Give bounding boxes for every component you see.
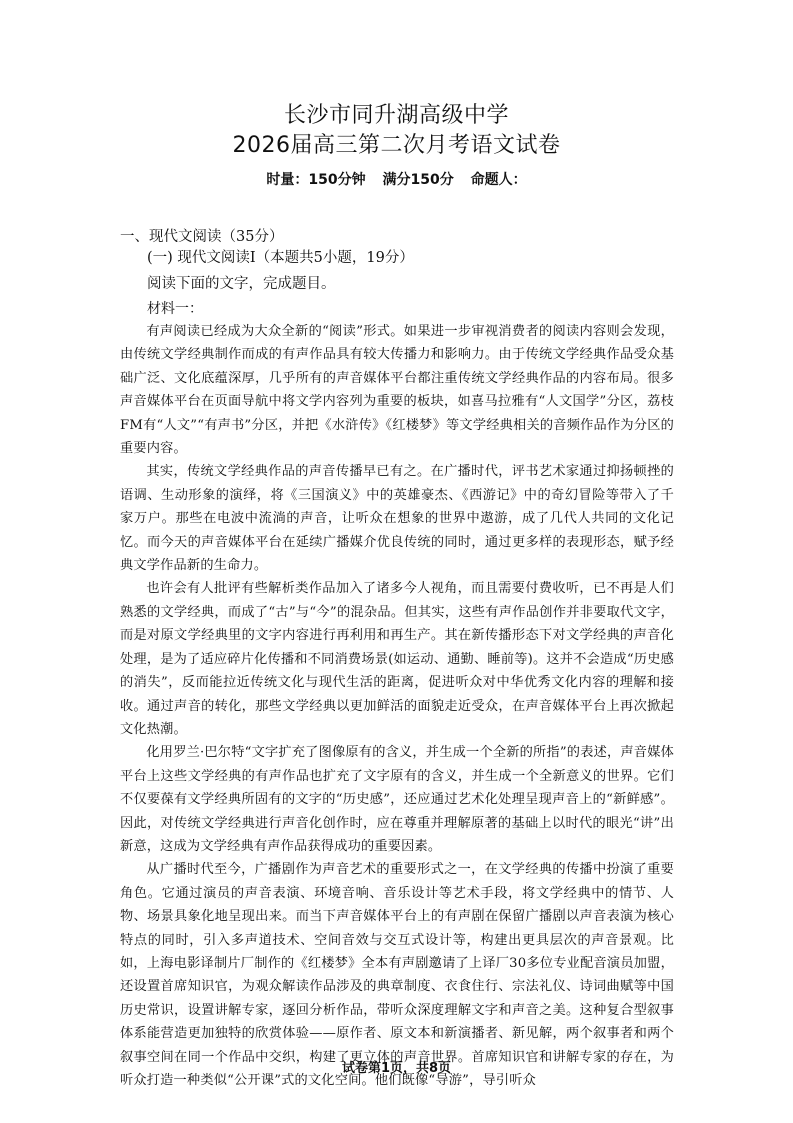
paragraph: 其实，传统文学经典作品的声音传播早已有之。在广播时代，评书艺术家通过抑扬顿挫的语调、生动形象的演绎，将《三国演义》中的英雄豪杰、《西游记》中的奇幻冒险等带入了千家万户。那些在电波中流淌的声音，让听众在想象的世界中遨游，成了几代人共同的文化记忆。而今天的声音媒体平台在延续广播媒介优良传统的同时，通过更多样的表现形态，赋予经典文学作品新的生命力。 <box>120 464 674 574</box>
setter: 命题人： <box>470 172 527 188</box>
exam-title: 2026届高三第二次月考语文试卷 <box>232 133 561 158</box>
paragraph: 从广播时代至今，广播剧作为声音艺术的重要形式之一，在文学经典的传播中扮演了重要角色。它通过演员的声音表演、环境音响、音乐设计等艺术手段，将文学经典中的情节、人物、场景具象化地呈现出来。而当下声音媒体平台上的有声剧在保留广播剧以声音表演为核心特点的同时，引入多声道技术、空间音效与交互式设计等，构建出更具层次的声音景观。比如，上海电影译制片厂制作的《红楼梦》全本有声剧邀请了上译厂30多位专业配音演员加盟，还设置首席知识官，为观众解读作品涉及的典章制度、衣食住行、宗法礼仪、诗词曲赋等中国历史常识，设置讲解专家，逐回分析作品，带听众深度理解文字和声音之美。这种复合型叙事体系能营造更加独特的欣赏体验——原作者、原文本和新演播者、新见解，两个叙事者和两个叙事空间在同一个作品中交织，构建了更立体的声音世界。首席知识官和讲解专家的存在，为听众打造一种类似“公开课”式的文化空间。他们既像“导游”，导引听众 <box>120 862 674 1088</box>
section-heading: 一、现代文阅读（35分） <box>120 229 284 245</box>
page-footer: 试卷第1页，共8页 <box>341 1061 452 1076</box>
paragraph: 化用罗兰·巴尔特“文字扩充了图像原有的含义，并生成一个全新的所指”的表述，声音媒体平台上这些文学经典的有声作品也扩充了文字原有的含义，并生成一个全新意义的世界。它们不仅要葆有文学经典所固有的文字的“历史感”，还应通过艺术化处理呈现声音上的“新鲜感”。因此，对传统文学经典进行声音化创作时，应在尊重并理解原著的基础上以时代的眼光“讲”出新意，这成为文学经典有声作品获得成功的重要因素。 <box>120 745 674 854</box>
paragraph: 也许会有人批评有些解析类作品加入了诸多今人视角，而且需要付费收听，已不再是人们熟悉的文学经典，而成了“古”与“今”的混杂品。但其实，这些有声作品创作并非要取代文字，而是对原文学经典里的文字内容进行再利用和再生产。其在新传播形态下对文学经典的声音化处理，是为了适应碎片化传播和不同消费场景(如运动、通勤、睡前等)。这并不会造成“历史感的消失”，反而能拉近传统文化与现代生活的距离，促进听众对中华优秀文化内容的理解和接收。通过声音的转化，那些文学经典以更加鲜活的面貌走近受众，在声音媒体平台上再次掀起文化热潮。 <box>120 581 674 737</box>
passage-body <box>120 320 674 1092</box>
exam-meta <box>0 170 793 190</box>
paragraph: 有声阅读已经成为大众全新的“阅读”形式。如果进一步审视消费者的阅读内容则会发现，由传统文学经典制作而成的有声作品具有较大传播力和影响力。由于传统文学经典作品受众基础广泛、文化底蕴深厚，几乎所有的声音媒体平台都注重传统文学经典作品的内容布局。很多声音媒体平台在页面导航中将文学内容列为重要的板块，如喜马拉雅有“人文国学”分区，荔枝FM有“人文”“有声书”分区，并把《水浒传》《红楼梦》等文学经典相关的音频作品作为分区的重要内容。 <box>120 324 674 457</box>
subsection-heading: (一) 现代文阅读Ⅰ（本题共5小题，19分） <box>147 250 414 266</box>
reading-instruction: 阅读下面的文字，完成题目。 <box>147 276 336 292</box>
school-name: 长沙市同升湖高级中学 <box>283 103 509 128</box>
full-score: 满分150分 <box>382 172 454 188</box>
duration: 时量：150分钟 <box>266 172 366 188</box>
material-label: 材料一： <box>147 301 203 317</box>
